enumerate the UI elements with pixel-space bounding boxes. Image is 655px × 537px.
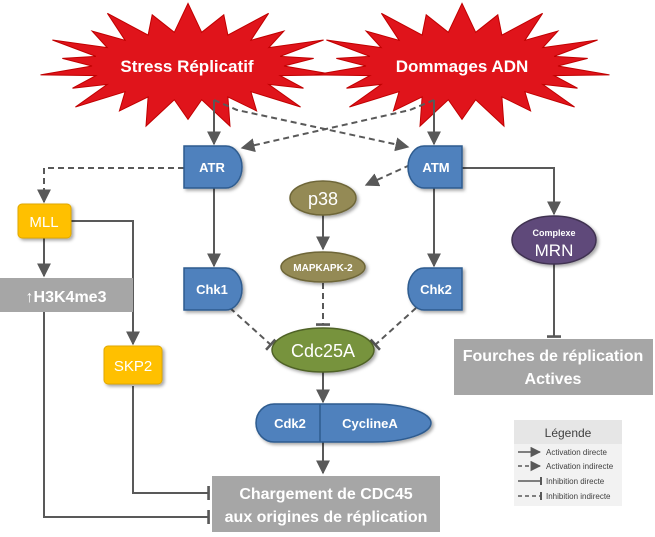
mapkapk2-node xyxy=(281,252,365,282)
mapkapk2-label: MAPKAPK-2 xyxy=(293,263,353,274)
cdk2-label: Cdk2 xyxy=(274,416,306,431)
chk1-label: Chk1 xyxy=(196,282,228,297)
damage-label: Dommages ADN xyxy=(395,57,529,76)
edge-chk1-cdc25a xyxy=(230,308,271,345)
cdc25a-node xyxy=(272,328,374,372)
damage-burst xyxy=(315,3,610,126)
legend-item-4: Inhibition indirecte xyxy=(546,492,611,501)
edge-damage-atr xyxy=(242,100,434,148)
edge-skp2-cdc45 xyxy=(133,386,209,493)
p38-node xyxy=(290,181,356,215)
cdc25a-label: Cdc25A xyxy=(290,341,356,361)
p38-label: p38 xyxy=(307,189,339,209)
mrn-node xyxy=(512,216,596,264)
edge-atr-mll xyxy=(44,168,184,202)
cyclinea-label: CyclineA xyxy=(342,416,398,431)
legend-title: Légende xyxy=(544,426,592,440)
forks-outcome xyxy=(454,339,653,395)
edge-chk2-cdc25a xyxy=(375,308,416,345)
edge-stress-atm xyxy=(214,100,408,147)
legend-item-3: Inhibition directe xyxy=(546,477,605,486)
legend-item-1: Activation directe xyxy=(546,448,607,457)
atr-node xyxy=(184,146,242,188)
legend xyxy=(514,420,622,506)
cdc45-outcome xyxy=(212,476,440,532)
chk2-node xyxy=(408,268,462,310)
stress-burst xyxy=(41,3,336,126)
h3k4me3-node xyxy=(0,278,133,312)
mrn-small-label: Complexe xyxy=(532,228,576,238)
cdc45-line1: Chargement de CDC45 xyxy=(239,486,413,503)
cdk2-cyclinea-complex xyxy=(256,404,431,442)
edge-h3k4me3-cdc45 xyxy=(44,312,209,517)
skp2-node xyxy=(104,346,162,384)
chk2-label: Chk2 xyxy=(420,282,452,297)
stress-label: Stress Réplicatif xyxy=(120,57,254,76)
h3k4me3-label: ↑H3K4me3 xyxy=(25,289,107,306)
mrn-label: MRN xyxy=(534,241,574,260)
mll-label: MLL xyxy=(29,214,59,231)
legend-item-2: Activation indirecte xyxy=(546,462,614,471)
forks-line1: Fourches de réplication xyxy=(462,348,644,365)
edge-atm-mrn xyxy=(462,168,554,214)
skp2-label: SKP2 xyxy=(113,358,153,375)
mll-node xyxy=(18,204,71,238)
forks-line2: Actives xyxy=(524,371,582,388)
atm-label: ATM xyxy=(422,160,450,175)
cdc45-line2: aux origines de réplication xyxy=(224,509,428,526)
chk1-node xyxy=(184,268,242,310)
edge-atm-p38 xyxy=(366,165,410,185)
atm-node xyxy=(408,146,462,188)
atr-label: ATR xyxy=(199,160,225,175)
